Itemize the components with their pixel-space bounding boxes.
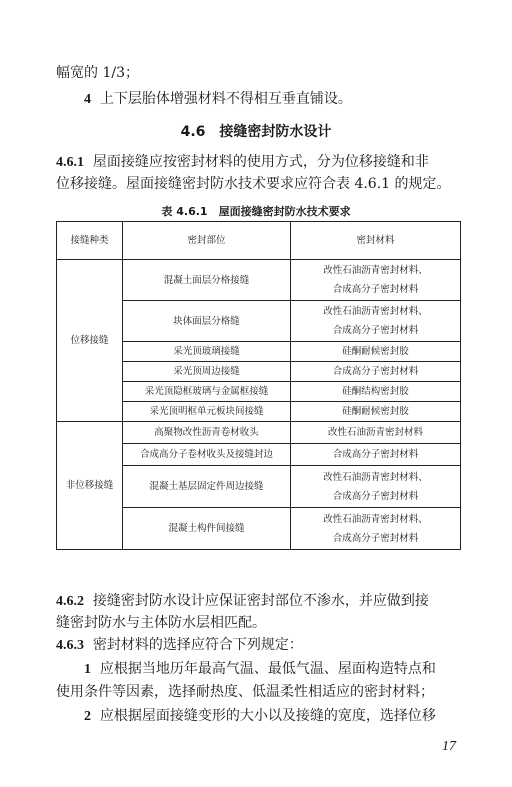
clause-number: 4.6.1 bbox=[56, 155, 84, 170]
table-cell: 采光顶周边接缝 bbox=[123, 362, 291, 382]
list-number: 2 bbox=[84, 709, 91, 724]
cell-line: 改性石油沥青密封材料、 bbox=[323, 513, 428, 525]
list-item bbox=[84, 660, 436, 679]
table-cell: 采光顶明框单元板块间接缝 bbox=[123, 402, 291, 422]
spec-table bbox=[56, 221, 461, 550]
list-item bbox=[84, 90, 352, 109]
list-text: 上下层胎体增强材料不得相互垂直铺设。 bbox=[99, 91, 352, 107]
cell-line: 合成高分子密封材料 bbox=[332, 490, 419, 502]
list-number: 1 bbox=[84, 662, 91, 677]
table-cell: 合成高分子密封材料 bbox=[291, 444, 461, 466]
cell-line: 合成高分子密封材料 bbox=[332, 532, 419, 544]
clause-number: 4.6.3 bbox=[56, 638, 84, 653]
column-header: 接缝种类 bbox=[57, 222, 123, 260]
table-cell: 合成高分子密封材料 bbox=[291, 362, 461, 382]
page-number: 17 bbox=[442, 739, 456, 754]
list-number: 4 bbox=[84, 92, 91, 107]
table-cell bbox=[291, 466, 461, 508]
group-cell: 非位移接缝 bbox=[57, 422, 123, 550]
table-cell: 硅酮结构密封胶 bbox=[291, 382, 461, 402]
clause-text: 密封材料的选择应符合下列规定： bbox=[92, 637, 303, 653]
table-cell: 采光顶玻璃接缝 bbox=[123, 342, 291, 362]
list-item bbox=[84, 707, 436, 726]
table-cell bbox=[291, 260, 461, 301]
clause-text: 屋面接缝应按密封材料的使用方式，分为位移接缝和非 bbox=[92, 154, 429, 170]
text-line: 幅宽的 1/3； bbox=[56, 65, 139, 81]
column-header: 密封部位 bbox=[123, 222, 291, 260]
list-text: 应根据屋面接缝变形的大小以及接缝的宽度，选择位移 bbox=[99, 708, 436, 724]
table-cell: 采光顶隐框玻璃与金属框接缝 bbox=[123, 382, 291, 402]
paragraph-line bbox=[56, 153, 429, 172]
table-cell bbox=[291, 508, 461, 550]
paragraph-line: 位移接缝。屋面接缝密封防水技术要求应符合表 4.6.1 的规定。 bbox=[56, 176, 451, 192]
paragraph-line: 使用条件等因素，选择耐热度、低温柔性相适应的密封材料； bbox=[56, 684, 434, 700]
paragraph-line: 缝密封防水与主体防水层相匹配。 bbox=[56, 615, 266, 631]
table-cell: 混凝土构件间接缝 bbox=[123, 508, 291, 550]
table-row bbox=[57, 422, 461, 444]
cell-line: 改性石油沥青密封材料、 bbox=[323, 306, 428, 317]
table-cell: 硅酮耐候密封胶 bbox=[291, 402, 461, 422]
table-row bbox=[57, 260, 461, 301]
cell-line: 改性石油沥青密封材料、 bbox=[323, 471, 428, 483]
table-header-row bbox=[57, 222, 461, 260]
column-header: 密封材料 bbox=[291, 222, 461, 260]
table-cell: 改性石油沥青密封材料 bbox=[291, 422, 461, 444]
table-cell: 合成高分子卷材收头及接缝封边 bbox=[123, 444, 291, 466]
clause-text: 接缝密封防水设计应保证密封部位不渗水，并应做到接 bbox=[92, 593, 429, 609]
table-cell: 块体面层分格缝 bbox=[123, 301, 291, 342]
clause-number: 4.6.2 bbox=[56, 594, 84, 609]
table-cell bbox=[291, 301, 461, 342]
paragraph-line bbox=[56, 636, 303, 655]
cell-line: 合成高分子密封材料 bbox=[332, 284, 419, 295]
section-heading: 4.6 接缝密封防水设计 bbox=[180, 124, 332, 140]
list-text: 应根据当地历年最高气温、最低气温、屋面构造特点和 bbox=[99, 661, 436, 677]
table-cell: 高聚物改性沥青卷材收头 bbox=[123, 422, 291, 444]
table-cell: 硅酮耐候密封胶 bbox=[291, 342, 461, 362]
table-caption: 表 4.6.1 屋面接缝密封防水技术要求 bbox=[161, 205, 351, 218]
paragraph-line bbox=[56, 592, 429, 611]
cell-line: 合成高分子密封材料 bbox=[332, 325, 419, 336]
table-cell: 混凝土面层分格接缝 bbox=[123, 260, 291, 301]
cell-line: 改性石油沥青密封材料、 bbox=[323, 265, 428, 276]
table-cell: 混凝土基层固定件周边接缝 bbox=[123, 466, 291, 508]
group-cell: 位移接缝 bbox=[57, 260, 123, 422]
